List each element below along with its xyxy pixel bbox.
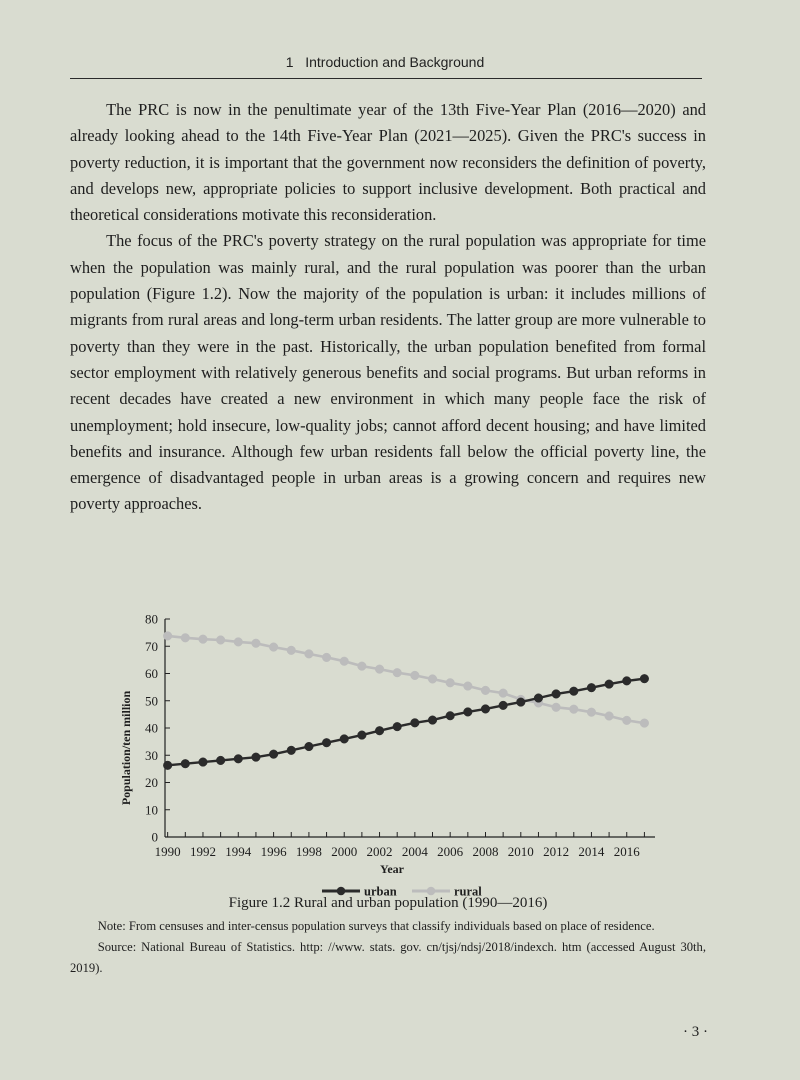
x-tick-label: 2008: [472, 844, 499, 859]
data-point-urban: [517, 698, 526, 707]
y-tick-label: 80: [145, 611, 158, 627]
data-point-rural: [322, 653, 331, 662]
y-tick-label: 30: [145, 747, 158, 763]
data-point-rural: [640, 719, 649, 728]
data-point-rural: [481, 686, 490, 695]
data-point-urban: [605, 680, 614, 689]
data-point-urban: [393, 722, 402, 731]
data-point-urban: [534, 694, 543, 703]
legend-swatch-marker-rural: [427, 887, 436, 896]
y-tick-label: 50: [145, 693, 158, 709]
data-point-rural: [181, 634, 190, 643]
data-point-rural: [269, 643, 278, 652]
header-rule: [70, 78, 702, 79]
page-number: · 3 ·: [683, 1024, 708, 1040]
legend-label-urban: urban: [364, 884, 397, 896]
x-tick-label: 1992: [189, 844, 216, 859]
data-point-rural: [569, 705, 578, 714]
data-point-urban: [163, 761, 172, 770]
data-point-urban: [358, 731, 367, 740]
y-tick-label: 0: [151, 829, 158, 845]
x-tick-label: 2012: [543, 844, 570, 859]
paragraph-2: The focus of the PRC's poverty strategy on the rural population was appropriate for time when the population was mainly rural, and the rural population was poorer than the urban population (Figure 1.2). Now the majority of the population is urban: it includes millions of migrants from rural areas and long-term urban residents. The latter group are more vulnerable to poverty than they were in the past. Historically, the urban population benefited from formal sector employment with relatively generous benefits and social programs. But urban reforms in recent decades have created a new environment in which many people face the risk of unemployment; hold insecure, low-quality jobs; cannot afford decent housing; and have limited benefits and insurance. Although few urban residents fall below the official poverty line, the emergence of disadvantaged people in urban areas is a growing concern and requires new poverty approaches.: [70, 231, 706, 514]
source-text: Source: National Bureau of Statistics. http: //www. stats. gov. cn/tjsj/ndsj/2018/indexch. htm (accessed August 30th, 2019).: [70, 940, 706, 975]
x-tick-label: 2004: [401, 844, 428, 859]
data-point-rural: [163, 632, 172, 641]
data-point-urban: [269, 750, 278, 759]
legend-label-rural: rural: [454, 884, 482, 896]
data-point-rural: [605, 712, 614, 721]
x-tick-label: 2000: [331, 844, 358, 859]
data-point-urban: [287, 746, 296, 755]
data-point-urban: [305, 742, 314, 751]
population-chart: [110, 606, 670, 896]
legend-swatch-marker-urban: [337, 887, 346, 896]
data-point-rural: [464, 682, 473, 691]
data-point-rural: [234, 638, 243, 647]
data-point-urban: [499, 701, 508, 710]
x-tick-label: 2016: [613, 844, 640, 859]
note-text: Note: From censuses and inter-census population surveys that classify individuals based on place of residence.: [97, 919, 655, 933]
y-tick-label: 10: [145, 802, 158, 818]
y-axis-label: Population/ten million: [119, 690, 133, 806]
data-point-rural: [216, 636, 225, 645]
data-point-rural: [428, 675, 437, 684]
data-point-rural: [587, 708, 596, 717]
chapter-number: 1: [285, 54, 294, 70]
x-tick-label: 1996: [260, 844, 287, 859]
figure-notes: [70, 916, 706, 979]
data-point-urban: [234, 754, 243, 763]
data-point-urban: [181, 759, 190, 768]
chapter-title: Introduction and Background: [305, 54, 485, 70]
data-point-rural: [199, 635, 208, 644]
data-point-urban: [446, 711, 455, 720]
data-point-urban: [340, 735, 349, 744]
chart-svg: [110, 606, 670, 896]
y-tick-label: 60: [145, 666, 158, 681]
data-point-urban: [252, 753, 261, 762]
paragraph-1: The PRC is now in the penultimate year of the 13th Five-Year Plan (2016—2020) and already looking ahead to the 14th Five-Year Plan (2021—2025). Given the PRC's success in poverty reduction, it is important that the government now reconsiders the definition of poverty, and develops new, appropriate policies to support inclusive development. Both practical and theoretical considerations motivate this reconsideration.: [70, 100, 706, 225]
x-tick-label: 2010: [507, 844, 534, 859]
data-point-urban: [640, 674, 649, 683]
data-point-urban: [375, 726, 384, 735]
data-point-urban: [569, 687, 578, 696]
data-point-urban: [552, 690, 561, 699]
data-point-rural: [622, 716, 631, 725]
data-point-urban: [216, 756, 225, 765]
data-point-urban: [587, 683, 596, 692]
data-point-rural: [375, 665, 384, 674]
body-text: [70, 97, 706, 518]
data-point-rural: [446, 678, 455, 687]
x-tick-label: 1998: [295, 844, 322, 859]
data-point-rural: [499, 689, 508, 698]
data-point-rural: [340, 657, 349, 666]
x-tick-label: 2002: [366, 844, 393, 859]
data-point-urban: [322, 738, 331, 747]
data-point-rural: [358, 662, 367, 671]
data-point-rural: [305, 650, 314, 659]
data-point-urban: [199, 758, 208, 767]
data-point-rural: [393, 668, 402, 677]
data-point-urban: [464, 708, 473, 717]
x-tick-label: 2014: [578, 844, 605, 859]
data-point-urban: [411, 719, 420, 728]
x-axis-label: Year: [380, 862, 404, 876]
x-tick-label: 2006: [437, 844, 464, 859]
y-tick-label: 20: [145, 775, 158, 790]
figure-caption: Figure 1.2 Rural and urban population (1990—2016): [228, 895, 548, 911]
data-point-urban: [481, 705, 490, 714]
y-tick-label: 70: [145, 638, 158, 654]
data-point-urban: [622, 677, 631, 686]
running-header: [70, 54, 700, 70]
data-point-rural: [411, 671, 420, 680]
x-tick-label: 1994: [225, 844, 252, 859]
data-point-rural: [287, 646, 296, 655]
data-point-urban: [428, 716, 437, 725]
data-point-rural: [552, 703, 561, 712]
data-point-rural: [252, 639, 261, 648]
y-tick-label: 40: [145, 720, 158, 736]
x-tick-label: 1990: [154, 844, 181, 859]
